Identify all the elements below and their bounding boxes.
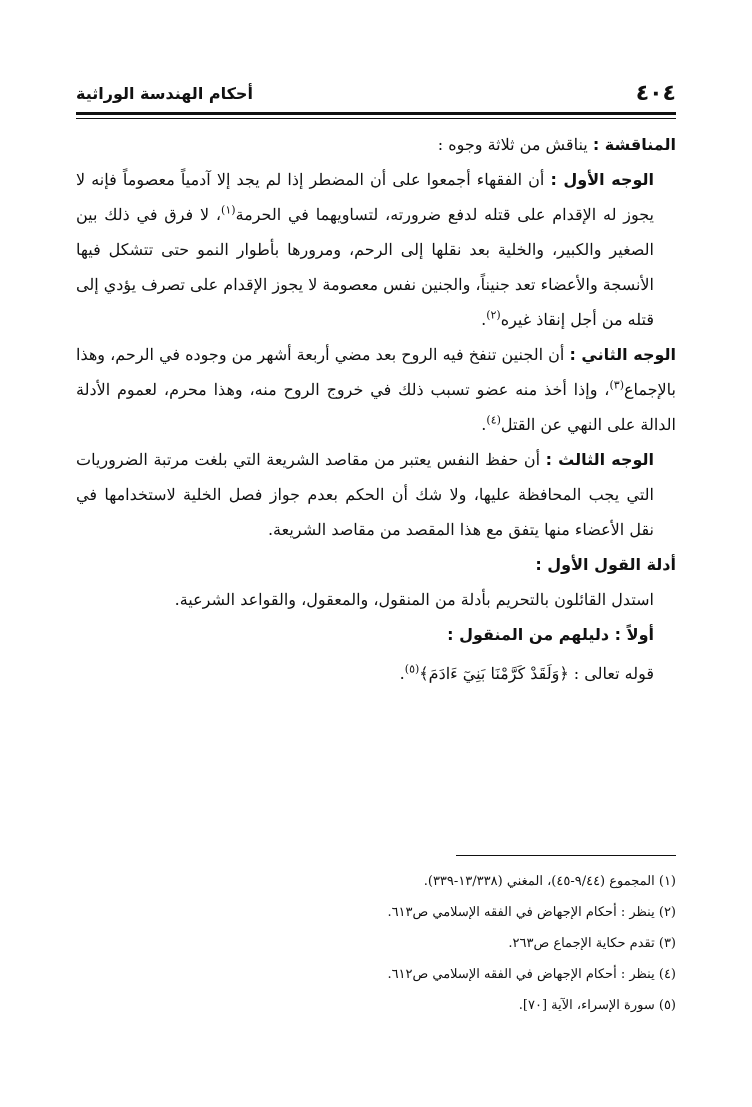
header-rule-thick (76, 112, 676, 115)
footnote-5: (٥) سورة الإسراء، الآية [٧٠]. (518, 998, 676, 1013)
footnote-2: (٢) ينظر : أحكام الإجهاض في الفقه الإسلامي ص٦١٣. (387, 905, 676, 920)
footnote-ref-3[interactable]: (٣) (609, 378, 624, 392)
footnote-1: (١) المجموع (٩/٤٤-٤٥)، المغني (١٣/٣٣٨-٣٣٩). (423, 874, 676, 889)
footnotes (76, 866, 676, 1021)
footnote-ref-4[interactable]: (٤) (486, 413, 501, 427)
heading-third-aspect: الوجه الثالث : (545, 450, 655, 469)
paragraph-evidence-heading (76, 547, 676, 582)
footnote-ref-2[interactable]: (٢) (486, 308, 501, 322)
text-first-aspect-c: . (481, 310, 487, 329)
page-header (76, 80, 676, 108)
footnote-4: (٤) ينظر : أحكام الإجهاض في الفقه الإسلامي ص٦١٢. (387, 967, 676, 982)
footnote-separator (456, 855, 676, 856)
main-text (76, 127, 676, 691)
paragraph-discussion (76, 127, 676, 162)
text-first-aspect-b: ، لا فرق في ذلك بين الصغير والكبير، والخلية بعد نقلها إلى الرحم، ومرورها بأطوار النمو حتى تتشكل فيها الأنسجة والأعضاء تعد جنيناً، والجنين نفس معصومة لا يجوز الإقدام على تصرف يؤدي إلى قتله من أجل إنقاذ غيره (76, 205, 654, 329)
text-second-aspect-c: . (481, 415, 487, 434)
footnote-ref-5[interactable]: (٥) (404, 662, 420, 676)
header-rule-thin (76, 118, 676, 119)
text-discussion: يناقش من ثلاثة وجوه : (437, 135, 593, 154)
heading-evidence-first-opinion: أدلة القول الأول : (535, 555, 676, 574)
paragraph-second-aspect (76, 337, 676, 442)
heading-discussion: المناقشة : (592, 135, 676, 154)
text-evidence-intro: استدل القائلون بالتحريم بأدلة من المنقول، والمعقول، والقواعد الشرعية. (174, 590, 654, 609)
heading-transmitted-evidence: أولاً : دليلهم من المنقول : (447, 625, 654, 644)
text-second-aspect-b: ، وإذا أخذ منه عضو تسبب ذلك في خروج الروح منه، وهذا محرم، لعموم الأدلة الدالة على النهي عن القتل (76, 380, 676, 434)
heading-first-aspect: الوجه الأول : (550, 170, 654, 189)
paragraph-third-aspect (76, 442, 676, 547)
paragraph-first-aspect (76, 162, 676, 337)
page-number: ٤٠٤ (635, 81, 676, 106)
running-title: أحكام الهندسة الوراثية (76, 84, 253, 103)
paragraph-quran-verse (76, 656, 676, 691)
paragraph-transmitted-evidence (76, 617, 676, 652)
text-quran-verse: قوله تعالى : ﴿وَلَقَدْ كَرَّمْنَا بَنِيٓ ءَادَمَ﴾ (419, 664, 654, 683)
text-second-aspect-a: أن الجنين تنفخ فيه الروح بعد مضي أربعة أشهر من وجوده في الرحم، وهذا بالإجماع (76, 345, 676, 399)
text-quran-verse-end: . (399, 664, 405, 683)
text-first-aspect-a: أن الفقهاء أجمعوا على أن المضطر إذا لم يجد إلا آدمياً معصوماً فإنه لا يجوز له الإقدام على قتله لدفع ضرورته، لتساويهما في الحرمة (76, 170, 655, 224)
footnote-ref-1[interactable]: (١) (221, 203, 236, 217)
text-third-aspect: أن حفظ النفس يعتبر من مقاصد الشريعة التي بلغت مرتبة الضروريات التي يجب المحافظة عليها، ولا شك أن الحكم بعدم جواز فصل الخلية لاستخدامها في نقل الأعضاء منها يتفق مع هذا المقصد من مقاصد الشريعة. (76, 450, 654, 539)
paragraph-evidence-intro (76, 582, 676, 617)
heading-second-aspect: الوجه الثاني : (569, 345, 676, 364)
footnote-3: (٣) تقدم حكاية الإجماع ص٢٦٣. (508, 936, 676, 951)
